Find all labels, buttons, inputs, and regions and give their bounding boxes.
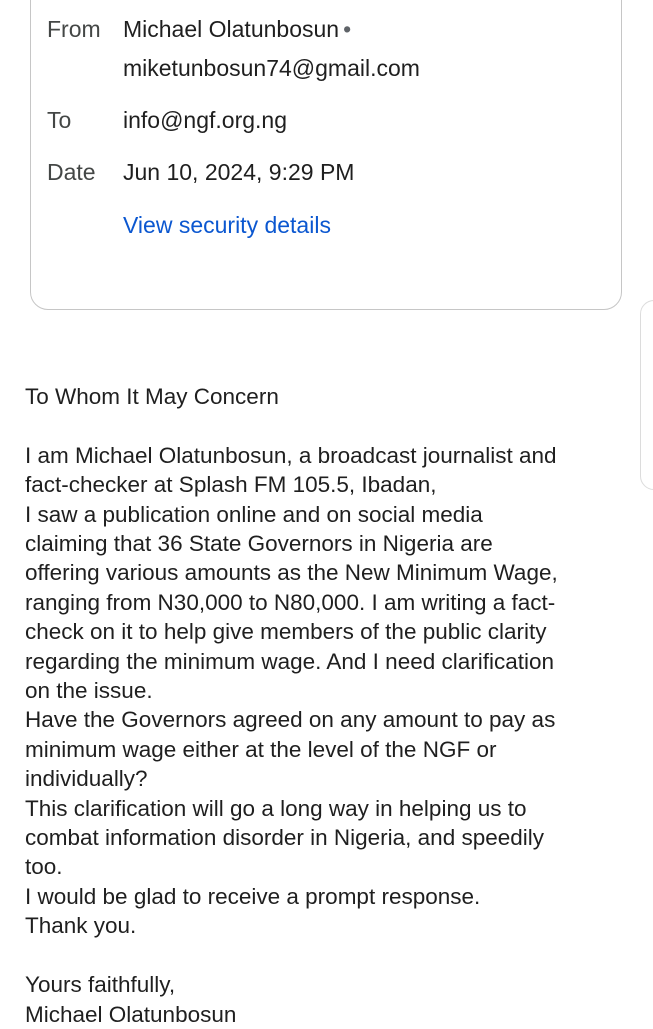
body-line: Michael Olatunbosun	[25, 1001, 237, 1027]
sender-name-text: Michael Olatunbosun	[123, 16, 340, 42]
body-line: I am Michael Olatunbosun, a broadcast journalist and	[25, 442, 557, 468]
date-label: Date	[47, 159, 96, 185]
body-line: This clarification will go a long way in helping us to	[25, 795, 527, 821]
to-label: To	[47, 107, 72, 133]
body-line: check on it to help give members of the public clarity	[25, 619, 547, 645]
body-line: I saw a publication online and on social media	[25, 501, 483, 527]
body-line: individually?	[25, 766, 148, 792]
view-security-details-link[interactable]: View security details	[123, 212, 331, 238]
separator-dot: •	[343, 16, 352, 42]
body-line: regarding the minimum wage. And I need clarification	[25, 648, 555, 674]
body-line: claiming that 36 State Governors in Nigeria are	[25, 531, 493, 557]
body-line: To Whom It May Concern	[25, 384, 279, 409]
date-value: Jun 10, 2024, 9:29 PM	[123, 159, 355, 185]
recipient-email[interactable]: info@ngf.org.ng	[123, 107, 288, 133]
body-line: on the issue.	[25, 678, 153, 704]
body-line	[25, 411, 635, 440]
body-line: Have the Governors agreed on any amount to pay as	[25, 707, 556, 733]
from-label: From	[47, 16, 101, 42]
body-line: too.	[25, 854, 63, 880]
message-details-card	[30, 0, 622, 310]
sender-email[interactable]: miketunbosun74@gmail.com	[123, 55, 420, 81]
body-line: Yours faithfully,	[25, 972, 176, 998]
body-line: minimum wage either at the level of the NGF or	[25, 736, 497, 762]
email-body	[25, 382, 635, 1029]
body-line: ranging from N30,000 to N80,000. I am writing a fact-	[25, 589, 556, 615]
body-line: combat information disorder in Nigeria, and speedily	[25, 825, 545, 851]
sender-name[interactable]	[123, 16, 351, 43]
side-panel-edge[interactable]	[640, 300, 653, 490]
body-line: offering various amounts as the New Minimum Wage,	[25, 560, 558, 586]
body-line: fact-checker at Splash FM 105.5, Ibadan,	[25, 472, 437, 498]
body-line: Thank you.	[25, 913, 137, 939]
body-line: I would be glad to receive a prompt response.	[25, 883, 481, 909]
body-line	[25, 941, 635, 970]
